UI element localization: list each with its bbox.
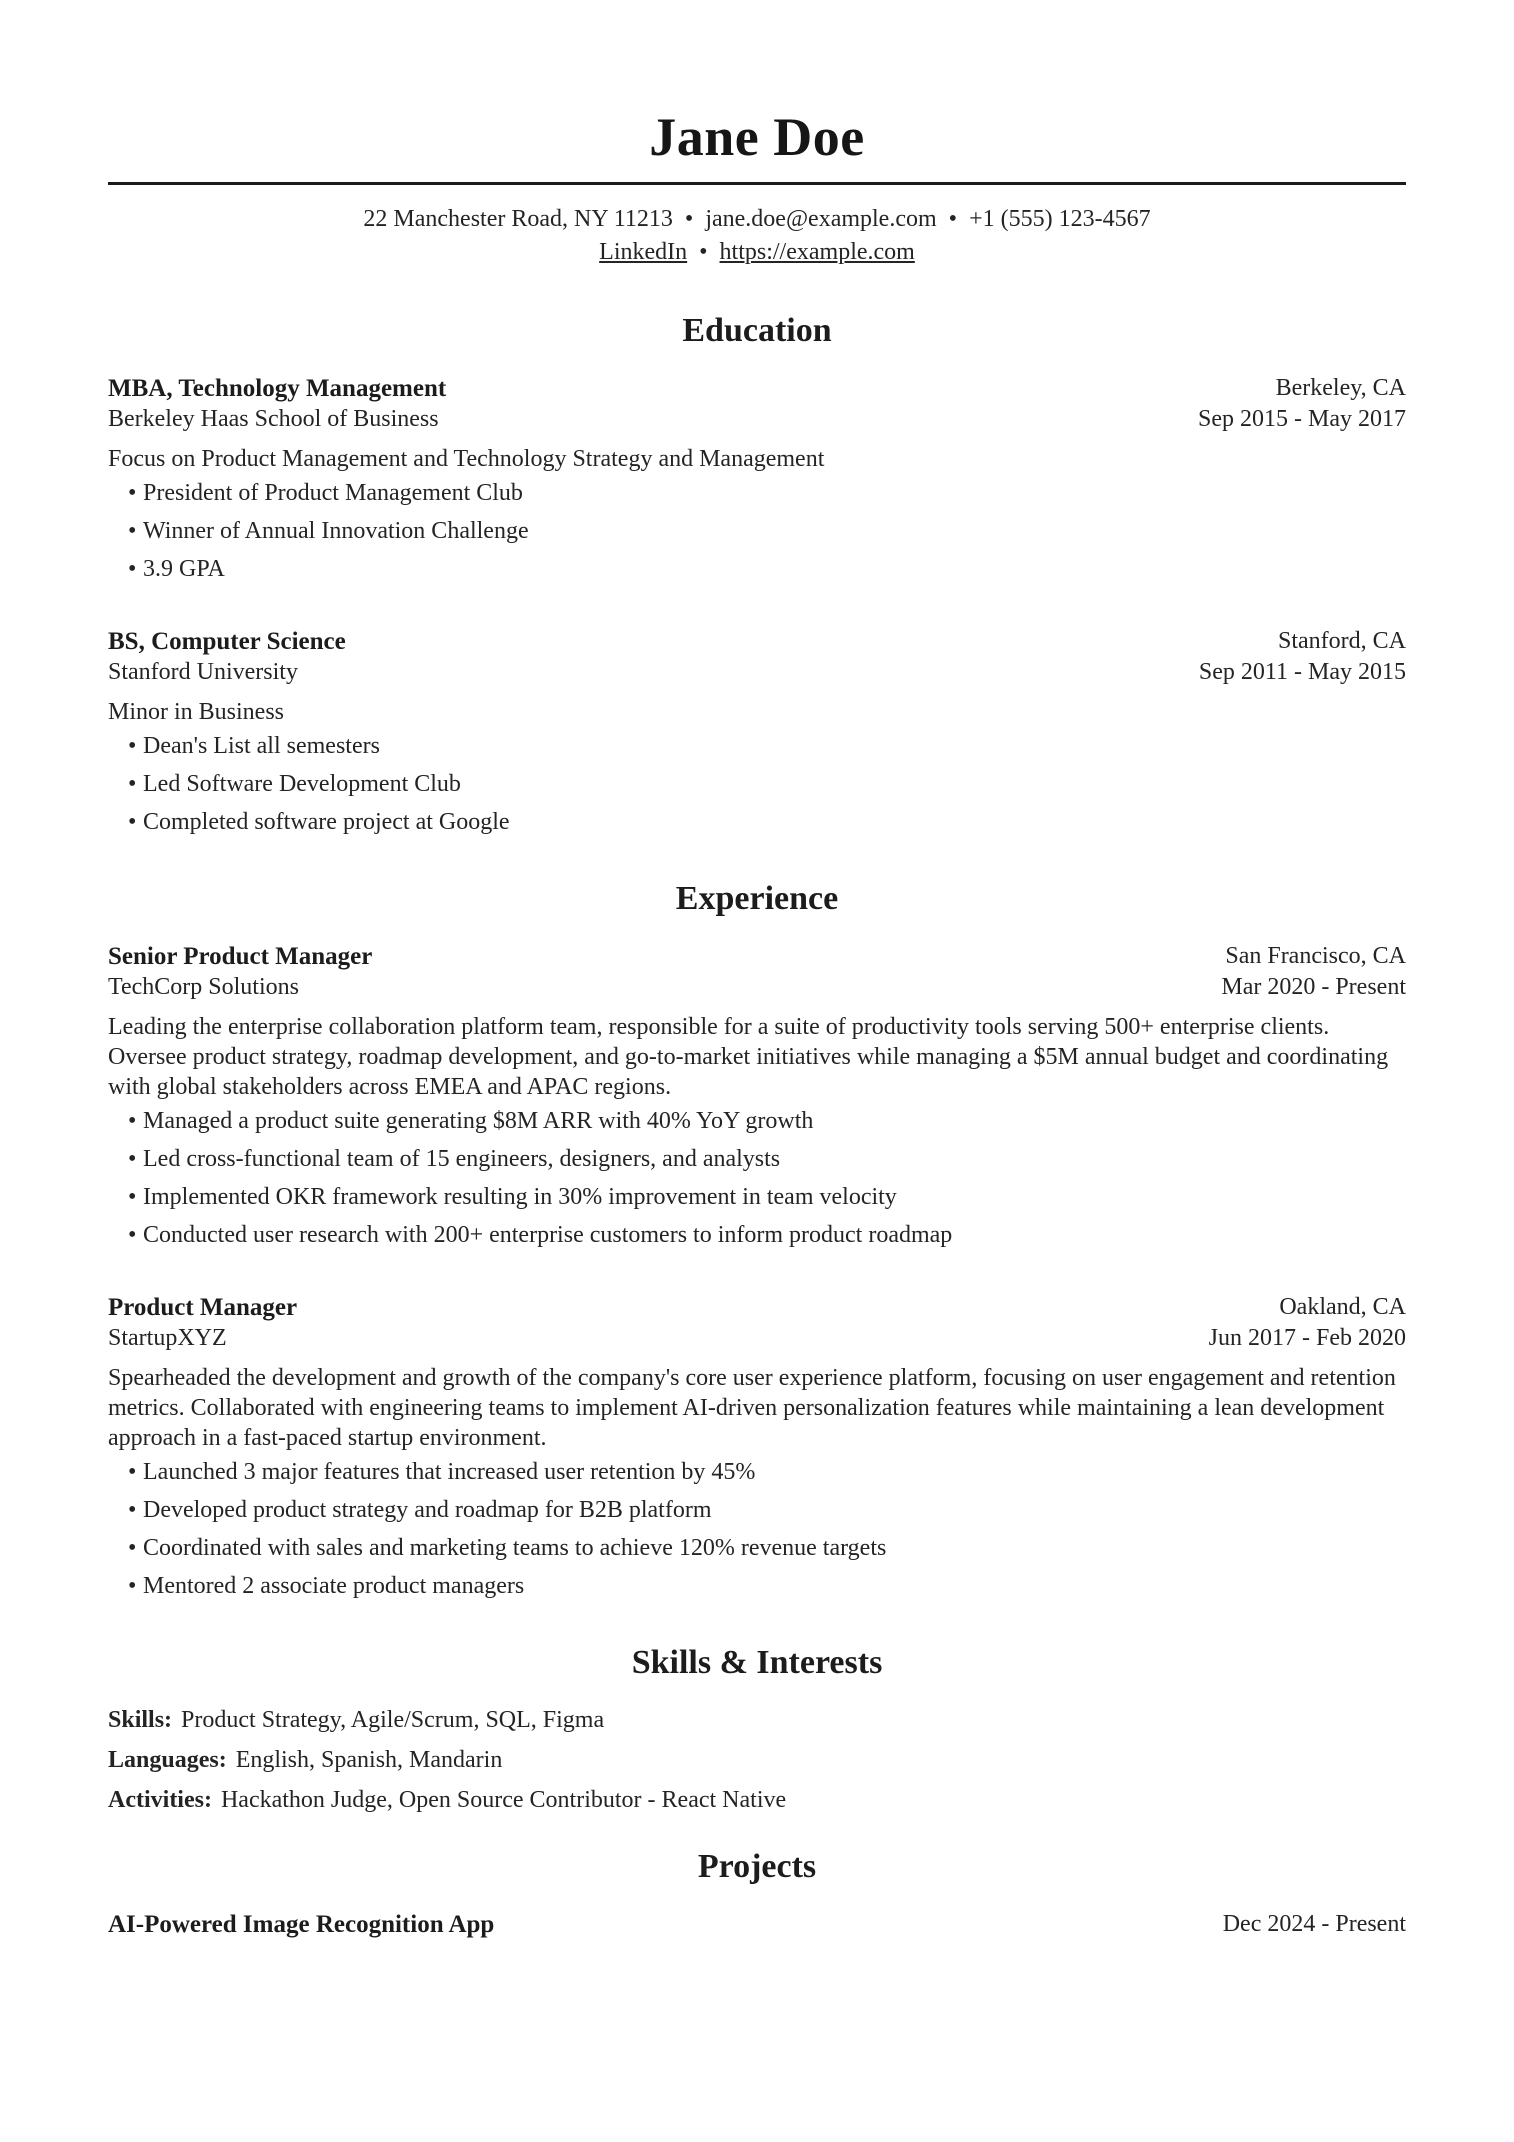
- experience-entry: [108, 1292, 1406, 1601]
- email-text: jane.doe@example.com: [705, 206, 937, 232]
- skills-value: Product Strategy, Agile/Scrum, SQL, Figma: [181, 1707, 605, 1733]
- activities-row: [108, 1785, 1406, 1815]
- entry-header: [108, 1292, 1406, 1354]
- contact-info: [108, 203, 1406, 269]
- section-heading-projects: Projects: [697, 1848, 817, 1885]
- entry-summary: Spearheaded the development and growth of the company's core user experience platform, focusing on user engagement and retention metrics. Collaborated with engineering teams to implement AI-driven personalization features while maintaining a lean development approach in a fast-paced startup environment.: [108, 1365, 1396, 1451]
- entry-bullet-list: [108, 478, 1406, 584]
- bullet-separator: •: [699, 239, 708, 265]
- linkedin-link[interactable]: LinkedIn: [599, 239, 688, 265]
- website-link[interactable]: https://example.com: [719, 239, 915, 265]
- entry-bullet-list: [108, 1106, 1406, 1250]
- bullet-item: • Led cross-functional team of 15 engineers, designers, and analysts: [108, 1144, 1406, 1174]
- bullet-item: • Coordinated with sales and marketing teams to achieve 120% revenue targets: [108, 1533, 1406, 1563]
- bullet-item: • Mentored 2 associate product managers: [108, 1571, 1406, 1601]
- experience-entry: [108, 941, 1406, 1250]
- section-heading-skills: Skills & Interests: [631, 1644, 883, 1681]
- entry-header: [108, 941, 1406, 1003]
- bullet-item: • Conducted user research with 200+ enterprise customers to inform product roadmap: [108, 1220, 1406, 1250]
- page-title: Jane Doe: [649, 107, 865, 167]
- entry-location: Oakland, CA: [1279, 1294, 1406, 1320]
- entry-summary: Focus on Product Management and Technology Strategy and Management: [108, 446, 825, 472]
- section-heading-experience: Experience: [675, 880, 839, 917]
- address-text: 22 Manchester Road, NY 11213: [363, 206, 673, 232]
- bullet-item: • Implemented OKR framework resulting in 30% improvement in team velocity: [108, 1182, 1406, 1212]
- section-projects: [108, 1847, 1406, 1940]
- contact-line-primary: [108, 203, 1406, 236]
- bullet-item: • 3.9 GPA: [108, 554, 1406, 584]
- job-title: Product Manager: [108, 1294, 298, 1321]
- degree-title: MBA, Technology Management: [108, 375, 447, 402]
- resume-header: [108, 108, 1406, 269]
- section-heading-education: Education: [682, 312, 832, 349]
- activities-label: Activities:: [108, 1787, 212, 1813]
- bullet-separator: •: [684, 206, 694, 232]
- entry-header: [108, 626, 1406, 688]
- entry-summary: Leading the enterprise collaboration platform team, responsible for a suite of productivity tools serving 500+ enterprise clients. Oversee product strategy, roadmap development, and go-to-market initiatives while managing a $5M annual budget and coordinating with global stakeholders across EMEA and APAC regions.: [108, 1014, 1389, 1100]
- entry-dates: Sep 2015 - May 2017: [1198, 406, 1406, 432]
- education-entry: [108, 373, 1406, 584]
- school-name: Stanford University: [108, 659, 298, 685]
- languages-row: [108, 1745, 1406, 1775]
- school-name: Berkeley Haas School of Business: [108, 406, 439, 432]
- entry-dates: Dec 2024 - Present: [1222, 1911, 1406, 1937]
- phone-text: +1 (555) 123-4567: [969, 206, 1151, 232]
- bullet-item: • President of Product Management Club: [108, 478, 1406, 508]
- bullet-item: • Led Software Development Club: [108, 769, 1406, 799]
- bullet-item: • Dean's List all semesters: [108, 731, 1406, 761]
- education-entry: [108, 626, 1406, 837]
- entry-bullet-list: [108, 1457, 1406, 1601]
- entry-summary: Minor in Business: [108, 699, 285, 725]
- languages-label: Languages:: [108, 1747, 227, 1773]
- bullet-item: • Managed a product suite generating $8M ARR with 40% YoY growth: [108, 1106, 1406, 1136]
- languages-value: English, Spanish, Mandarin: [235, 1747, 503, 1773]
- bullet-item: • Completed software project at Google: [108, 807, 1406, 837]
- entry-dates: Mar 2020 - Present: [1221, 974, 1406, 1000]
- entry-dates: Jun 2017 - Feb 2020: [1208, 1325, 1406, 1351]
- company-name: TechCorp Solutions: [108, 974, 299, 1000]
- section-experience: [108, 879, 1406, 1601]
- section-education: [108, 311, 1406, 837]
- bullet-item: • Winner of Annual Innovation Challenge: [108, 516, 1406, 546]
- entry-location: San Francisco, CA: [1225, 943, 1406, 969]
- section-skills-interests: [108, 1643, 1406, 1815]
- bullet-separator: •: [948, 206, 958, 232]
- contact-line-links: [108, 236, 1406, 269]
- header-divider: [108, 182, 1406, 185]
- project-entry: [108, 1909, 1406, 1940]
- bullet-item: • Launched 3 major features that increased user retention by 45%: [108, 1457, 1406, 1487]
- entry-bullet-list: [108, 731, 1406, 837]
- entry-dates: Sep 2011 - May 2015: [1198, 659, 1406, 685]
- entry-location: Berkeley, CA: [1275, 375, 1406, 401]
- entry-header: [108, 1909, 1406, 1940]
- skills-label: Skills:: [108, 1707, 173, 1733]
- entry-location: Stanford, CA: [1278, 628, 1406, 654]
- activities-value: Hackathon Judge, Open Source Contributor - React Native: [220, 1787, 787, 1813]
- project-title: AI-Powered Image Recognition App: [108, 1911, 495, 1938]
- job-title: Senior Product Manager: [108, 943, 373, 970]
- bullet-item: • Developed product strategy and roadmap for B2B platform: [108, 1495, 1406, 1525]
- skills-row: [108, 1705, 1406, 1735]
- degree-title: BS, Computer Science: [108, 628, 346, 655]
- entry-header: [108, 373, 1406, 435]
- company-name: StartupXYZ: [108, 1325, 227, 1351]
